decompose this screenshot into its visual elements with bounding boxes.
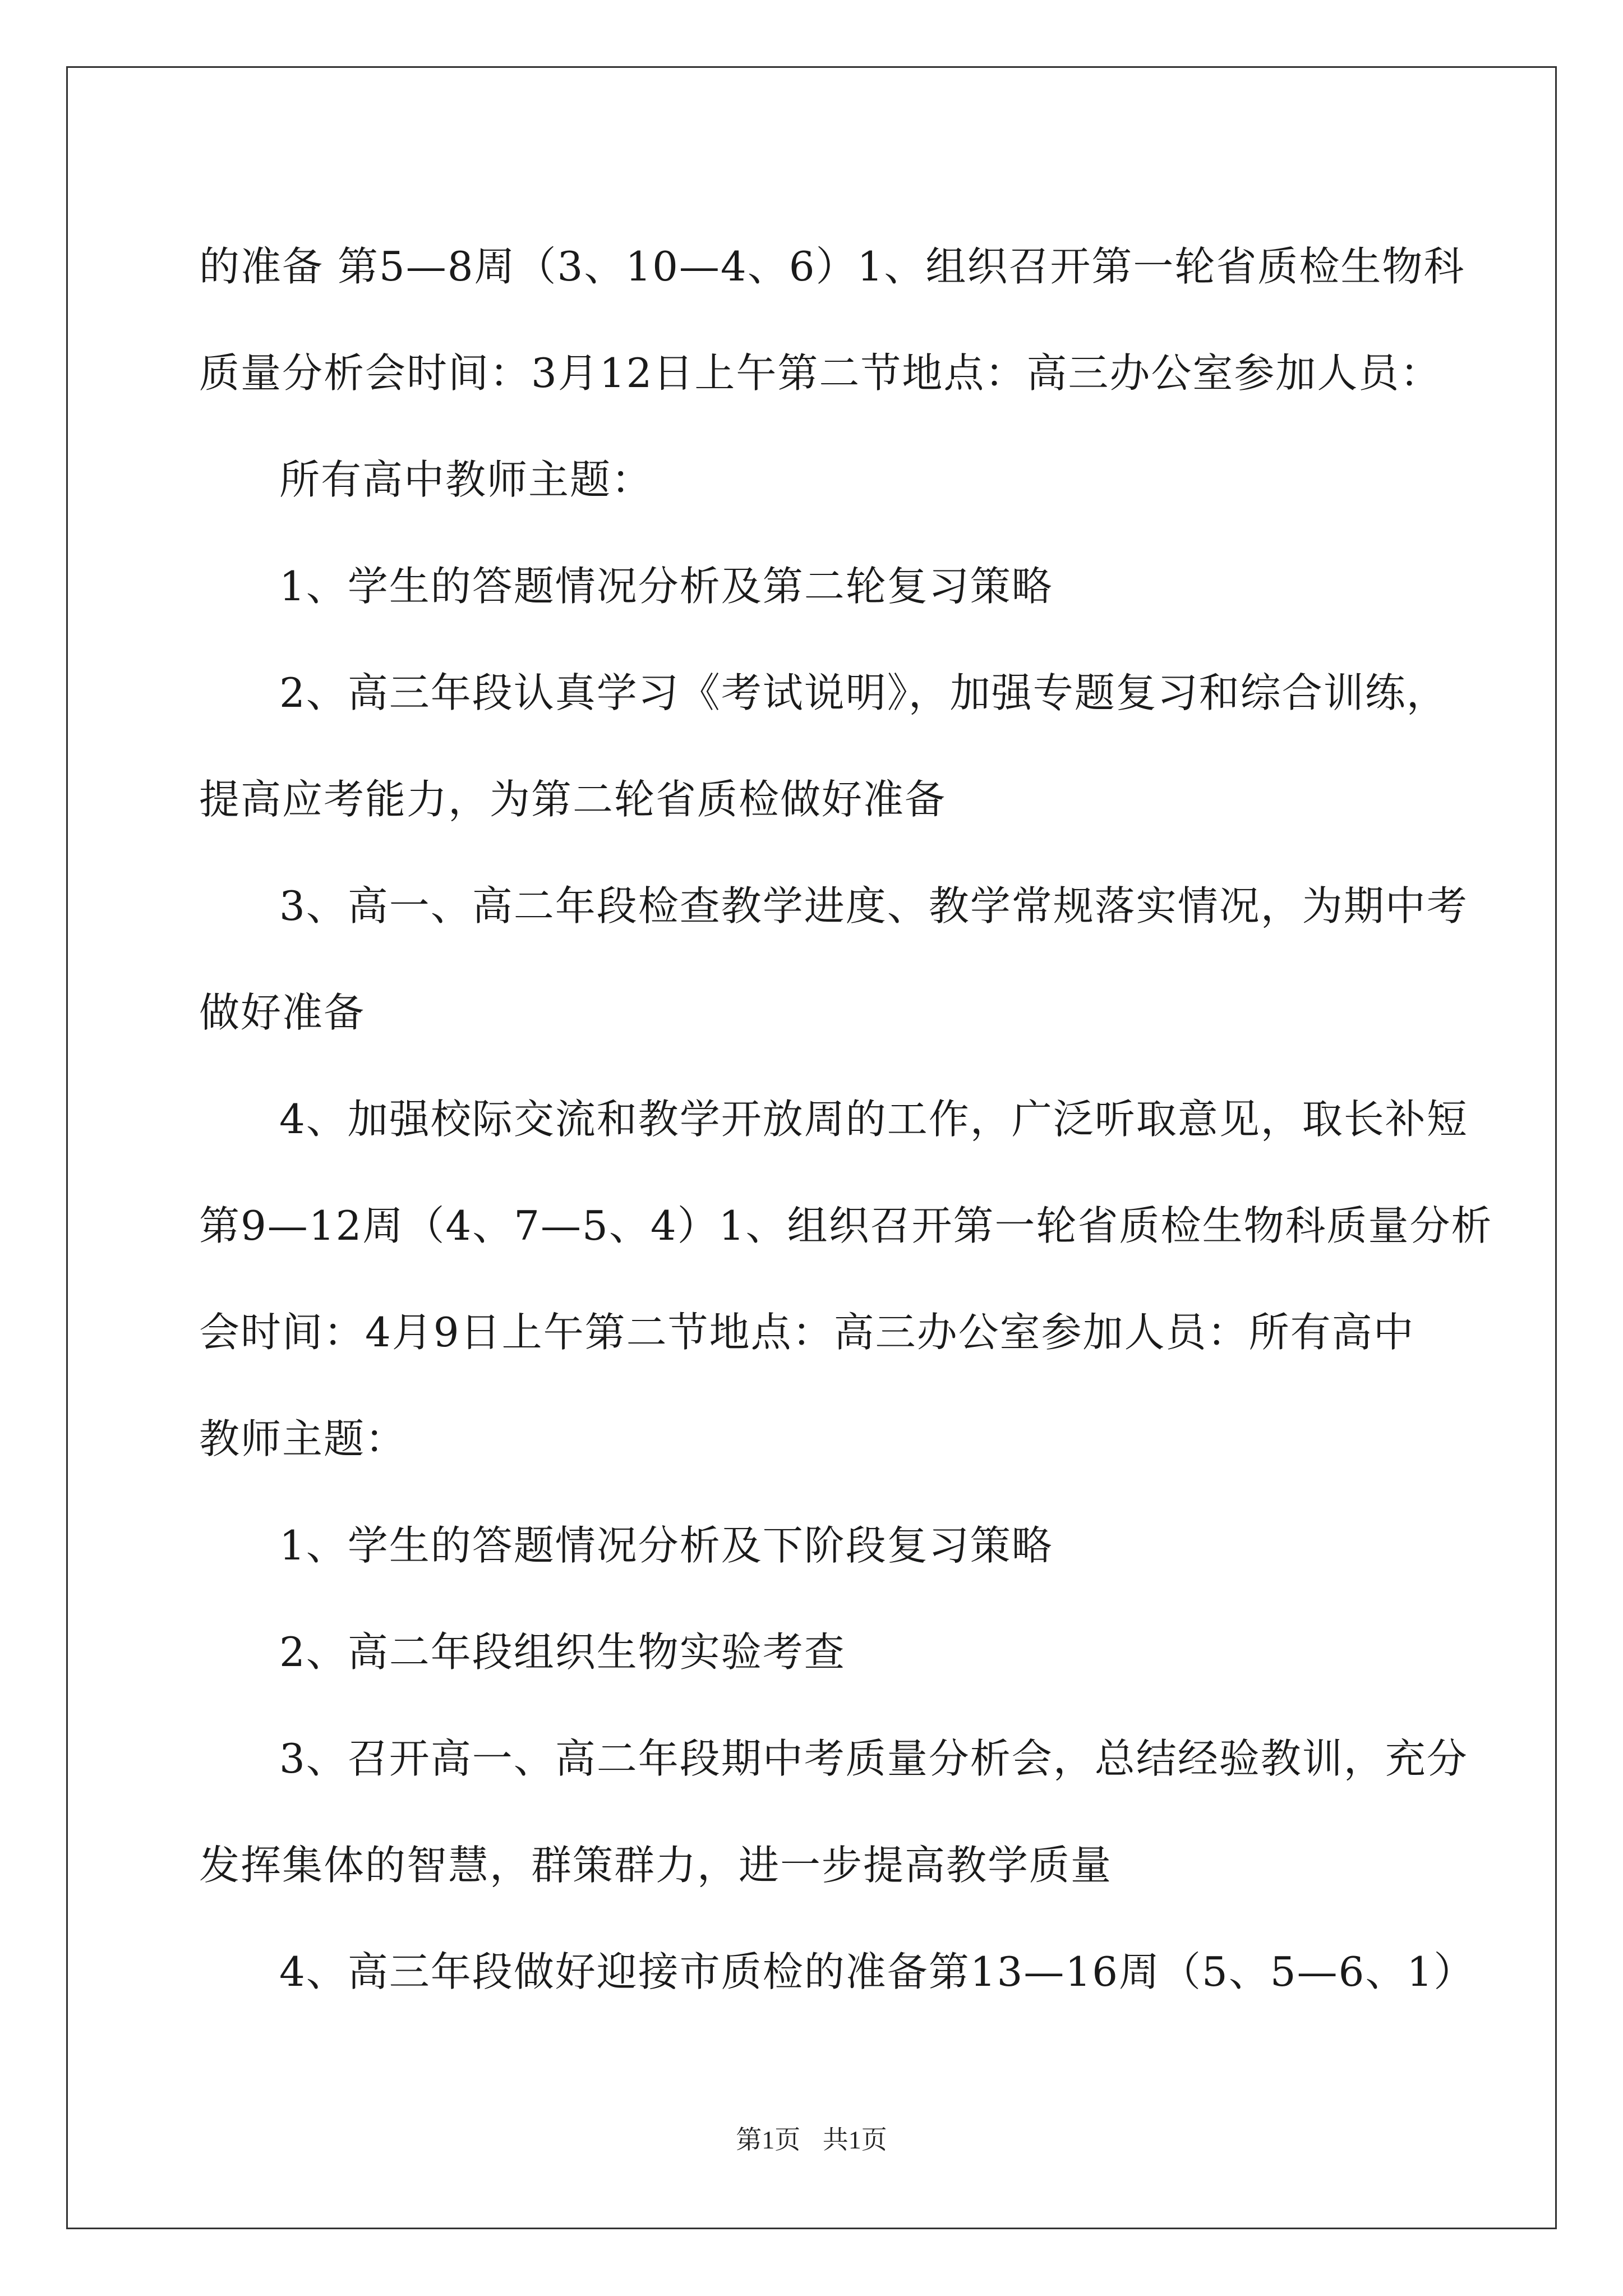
text-line: 1、学生的答题情况分析及下阶段复习策略 — [279, 1522, 1053, 1569]
text-line: 4、加强校际交流和教学开放周的工作，广泛听取意见，取长补短 — [279, 1096, 1468, 1143]
text-line: 的准备 第5—8周（3、10—4、6）1、组织召开第一轮省质检生物科 — [199, 243, 1465, 290]
text-line: 做好准备 — [199, 989, 366, 1036]
page-footer — [0, 2119, 1623, 2156]
text-line: 3、召开高一、高二年段期中考质量分析会，总结经验教训，充分 — [279, 1735, 1468, 1782]
text-line: 所有高中教师主题： — [279, 456, 653, 503]
text-line: 提高应考能力，为第二轮省质检做好准备 — [199, 776, 947, 823]
document-body — [199, 213, 1493, 2025]
text-line: 质量分析会时间：3月12日上午第二节地点：高三办公室参加人员： — [199, 349, 1442, 397]
text-line: 4、高三年段做好迎接市质检的准备第13—16周（5、5—6、1） — [279, 1948, 1476, 1995]
text-line: 2、高二年段组织生物实验考查 — [279, 1628, 846, 1676]
text-line: 会时间：4月9日上午第二节地点：高三办公室参加人员：所有高中 — [199, 1309, 1415, 1356]
text-line: 第9—12周（4、7—5、4）1、组织召开第一轮省质检生物科质量分析 — [199, 1202, 1493, 1249]
text-line: 1、学生的答题情况分析及第二轮复习策略 — [279, 563, 1053, 610]
text-line: 2、高三年段认真学习《考试说明》，加强专题复习和综合训练， — [279, 669, 1448, 716]
text-line: 发挥集体的智慧，群策群力，进一步提高教学质量 — [199, 1842, 1113, 1889]
text-line: 3、高一、高二年段检查教学进度、教学常规落实情况，为期中考 — [279, 882, 1468, 930]
page-total: 共1页 — [822, 2125, 887, 2154]
text-line: 教师主题： — [199, 1415, 407, 1462]
page-number: 第1页 — [736, 2125, 801, 2154]
